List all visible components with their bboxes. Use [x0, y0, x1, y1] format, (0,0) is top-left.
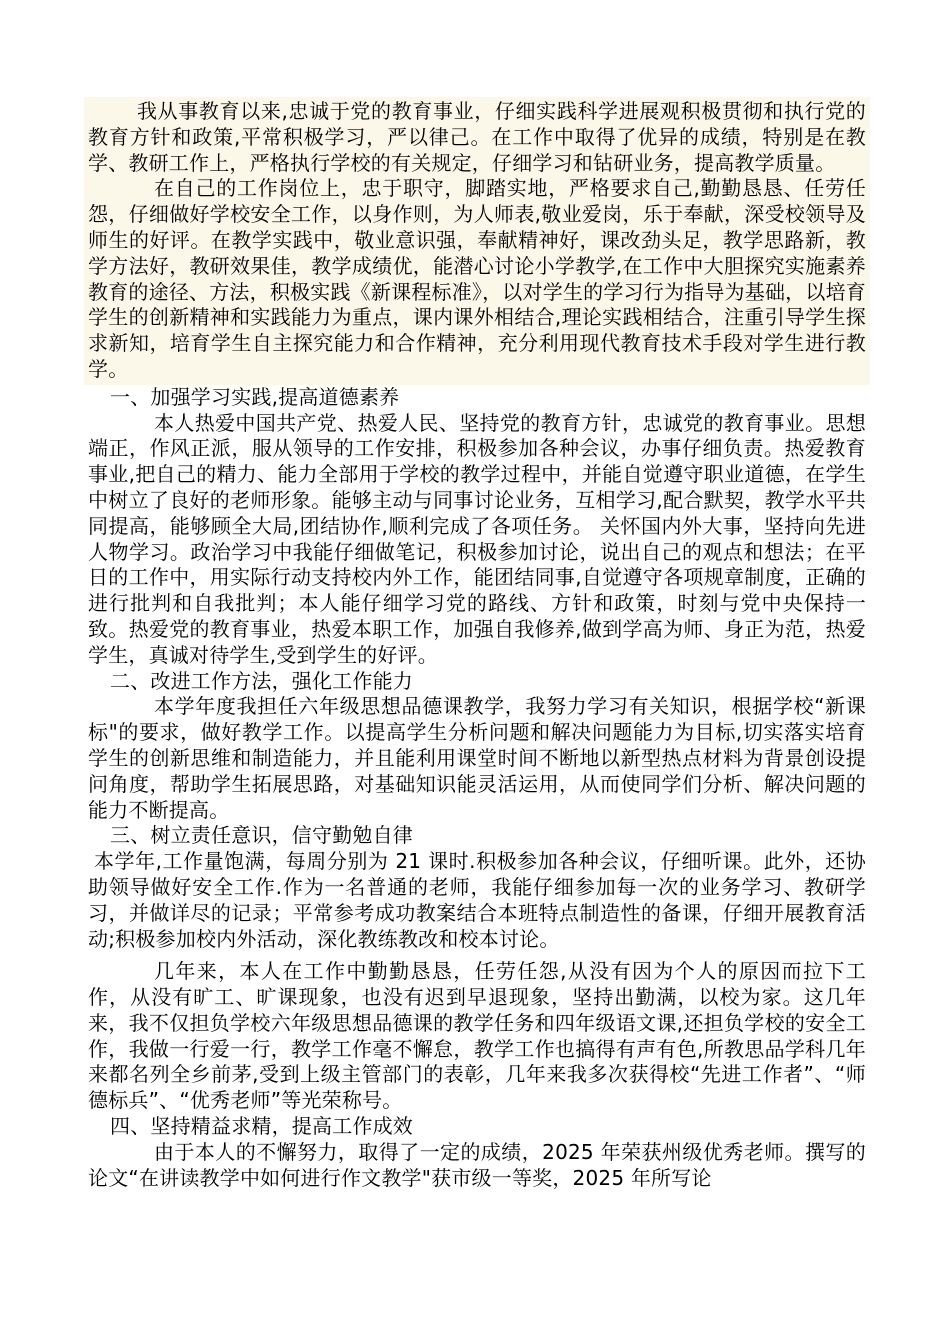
- section-heading-1: 一、加强学习实践,提高道德素养: [110, 384, 400, 409]
- section-2-body: 本学年度我担任六年级思想品德课教学，我努力学习有关知识，根据学校“新课标"的要求，做好教学工作。以提高学生分析问题和解决问题能力为目标,切实落实培育学生的创新思维和制造能力，并且能利用课堂时间不断地以新型热点材料为背景创设提问角度，帮助学生拓展思路，对基础知识能灵活运用，从而使同学们分析、解决问题的能力不断提高。: [88, 694, 866, 822]
- intro-paragraph-1: 我从事教育以来,忠诚于党的教育事业，仔细实践科学进展观积极贯彻和执行党的教育方针和政策,平常积极学习，严以律己。在工作中取得了优异的成绩，特别是在教学、教研工作上，严格执行学校的有关规定，仔细学习和钻研业务，提高教学质量。: [88, 99, 866, 175]
- intro-paragraph-2: 在自己的工作岗位上，忠于职守，脚踏实地，严格要求自己,勤勤恳恳、任劳任怨，仔细做好学校安全工作，以身作则，为人师表,敬业爱岗，乐于奉献，深受校领导及师生的好评。在教学实践中，敬业意识强，奉献精神好，课改劲头足，教学思路新，教学方法好，教研效果佳，教学成绩优，能潜心讨论小学教学,在工作中大胆探究实施素养教育的途径、方法，积极实践《新课程标准》，以对学生的学习行为指导为基础，以培育学生的创新精神和实践能力为重点，课内课外相结合,理论实践相结合，注重引导学生探求新知，培育学生自主探究能力和合作精神，充分利用现代教育技术手段对学生进行教学。: [88, 176, 866, 381]
- section-1-body: 本人热爱中国共产党、热爱人民、坚持党的教育方针，忠诚党的教育事业。思想端正，作风正派，服从领导的工作安排，积极参加各种会议，办事仔细负责。热爱教育事业,把自己的精力、能力全部用于学校的教学过程中，并能自觉遵守职业道德，在学生中树立了良好的老师形象。能够主动与同事讨论业务，互相学习,配合默契，教学水平共同提高，能够顾全大局,团结协作,顺利完成了各项任务。 关怀国内外大事，坚持向先进人物学习。政治学习中我能仔细做笔记，积极参加讨论，说出自己的观点和想法；在平日的工作中，用实际行动支持校内外工作，能团结同事,自觉遵守各项规章制度，正确的进行批判和自我批判；本人能仔细学习党的路线、方针和政策，时刻与党中央保持一致。热爱党的教育事业，热爱本职工作，加强自我修养,做到学高为师、身正为范，热爱学生，真诚对待学生,受到学生的好评。: [88, 410, 866, 667]
- section-4-body: 由于本人的不懈努力，取得了一定的成绩，2025 年荣获州级优秀老师。撰写的论文“在讲读教学中如何进行作文教学"获市级一等奖，2025 年所写论: [88, 1139, 866, 1190]
- document-page: [88, 97, 866, 1191]
- section-3-body: 本学年,工作量饱满，每周分别为 21 课时.积极参加各种会议，仔细听课。此外，还协助领导做好安全工作.作为一名普通的老师，我能仔细参加每一次的业务学习、教研学习，并做详尽的记录；平常参考成功教案结合本班特点制造性的备课，仔细开展教育活动;积极参加校内外活动，深化教练教改和校本讨论。: [88, 849, 866, 951]
- paragraph-gap: [88, 952, 866, 959]
- section-heading-4: 四、坚持精益求精，提高工作成效: [110, 1114, 413, 1139]
- section-heading-3: 三、树立责任意识，信守勤勉自律: [110, 823, 413, 848]
- section-heading-2: 二、改进工作方法，强化工作能力: [110, 668, 413, 693]
- section-3-body-2: 几年来，本人在工作中勤勤恳恳，任劳任怨,从没有因为个人的原因而拉下工作，从没有旷工、旷课现象，也没有迟到早退现象，坚持出勤满，以校为家。这几年来，我不仅担负学校六年级思想品德课的教学任务和四年级语文课,还担负学校的安全工作，我做一行爱一行，教学工作毫不懈怠，教学工作也搞得有声有色,所教思品学科几年来都名列全乡前茅,受到上级主管部门的表彰，几年来我多次获得校“先进工作者”、“师德标兵”、“优秀老师”等光荣称号。: [88, 959, 866, 1113]
- intro-highlight-block: [84, 97, 870, 385]
